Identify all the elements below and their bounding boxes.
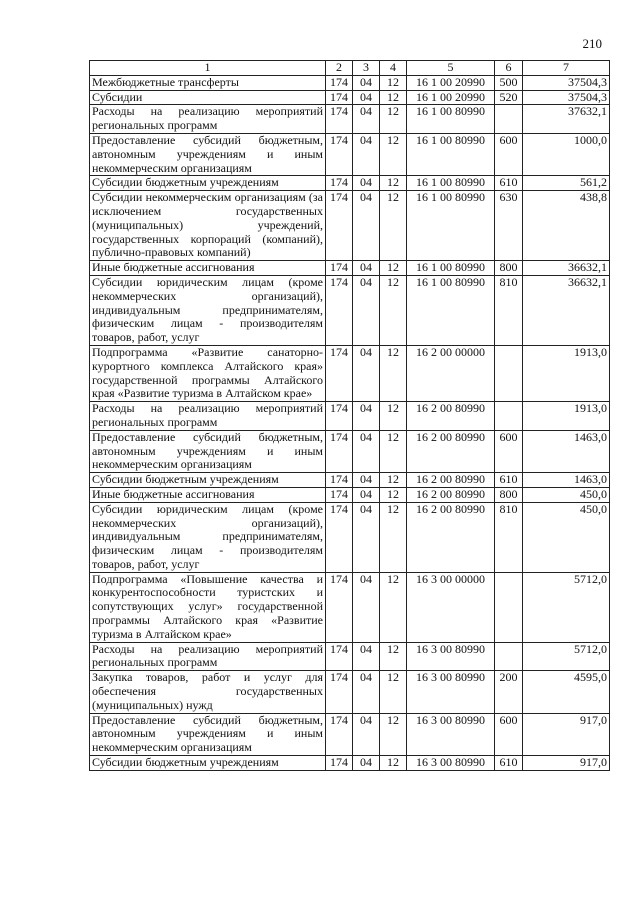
cell-ministry-code: 174 (326, 275, 353, 345)
cell-ministry-code: 174 (326, 713, 353, 755)
cell-subsection: 12 (380, 275, 407, 345)
cell-target-item: 16 2 00 80990 (407, 402, 495, 431)
cell-subsection: 12 (380, 572, 407, 642)
cell-name: Предоставление субсидий бюджетным, автономным учреждениям и иным некоммерческим организациям (90, 430, 326, 472)
cell-amount: 5712,0 (523, 642, 610, 671)
cell-expense-type: 600 (495, 430, 523, 472)
cell-name: Иные бюджетные ассигнования (90, 487, 326, 502)
cell-subsection: 12 (380, 176, 407, 191)
cell-ministry-code: 174 (326, 133, 353, 175)
cell-amount: 561,2 (523, 176, 610, 191)
table-row (90, 176, 610, 191)
header-cell-ministry: 2 (326, 61, 353, 76)
cell-section: 04 (353, 572, 380, 642)
header-cell-subsection: 4 (380, 61, 407, 76)
table-row (90, 133, 610, 175)
cell-subsection: 12 (380, 756, 407, 771)
cell-ministry-code: 174 (326, 90, 353, 105)
cell-expense-type: 500 (495, 75, 523, 90)
cell-name: Расходы на реализацию мероприятий региональных программ (90, 105, 326, 134)
cell-amount: 450,0 (523, 502, 610, 572)
table-row (90, 713, 610, 755)
cell-target-item: 16 2 00 00000 (407, 345, 495, 401)
cell-ministry-code: 174 (326, 572, 353, 642)
table-row (90, 473, 610, 488)
cell-subsection: 12 (380, 487, 407, 502)
cell-subsection: 12 (380, 502, 407, 572)
cell-subsection: 12 (380, 473, 407, 488)
cell-name: Субсидии бюджетным учреждениям (90, 756, 326, 771)
cell-amount: 36632,1 (523, 261, 610, 276)
cell-subsection: 12 (380, 430, 407, 472)
cell-amount: 36632,1 (523, 275, 610, 345)
table-row (90, 261, 610, 276)
cell-name: Субсидии юридическим лицам (кроме некоммерческих организаций), индивидуальным предпринимателям, физическим лицам - производителям товаров, работ, услуг (90, 502, 326, 572)
cell-section: 04 (353, 261, 380, 276)
header-cell-expense-type: 6 (495, 61, 523, 76)
cell-target-item: 16 1 00 20990 (407, 75, 495, 90)
table-row (90, 90, 610, 105)
table-row (90, 191, 610, 261)
cell-target-item: 16 3 00 80990 (407, 713, 495, 755)
cell-section: 04 (353, 275, 380, 345)
cell-amount: 5712,0 (523, 572, 610, 642)
cell-subsection: 12 (380, 402, 407, 431)
page-number: 210 (582, 36, 602, 51)
cell-section: 04 (353, 133, 380, 175)
table-row (90, 502, 610, 572)
cell-section: 04 (353, 642, 380, 671)
cell-expense-type (495, 105, 523, 134)
cell-subsection: 12 (380, 133, 407, 175)
cell-subsection: 12 (380, 345, 407, 401)
cell-section: 04 (353, 502, 380, 572)
cell-ministry-code: 174 (326, 430, 353, 472)
cell-expense-type: 200 (495, 671, 523, 713)
header-cell-section: 3 (353, 61, 380, 76)
table-row (90, 75, 610, 90)
table-row (90, 345, 610, 401)
cell-expense-type: 610 (495, 473, 523, 488)
table-row (90, 275, 610, 345)
cell-amount: 37632,1 (523, 105, 610, 134)
cell-section: 04 (353, 473, 380, 488)
cell-expense-type: 630 (495, 191, 523, 261)
cell-subsection: 12 (380, 90, 407, 105)
budget-table (89, 60, 610, 771)
table-header-row (90, 61, 610, 76)
cell-amount: 917,0 (523, 756, 610, 771)
cell-amount: 1463,0 (523, 473, 610, 488)
cell-expense-type (495, 345, 523, 401)
cell-amount: 917,0 (523, 713, 610, 755)
cell-target-item: 16 1 00 80990 (407, 105, 495, 134)
cell-name: Предоставление субсидий бюджетным, автономным учреждениям и иным некоммерческим организациям (90, 713, 326, 755)
cell-amount: 37504,3 (523, 90, 610, 105)
cell-subsection: 12 (380, 642, 407, 671)
cell-section: 04 (353, 402, 380, 431)
cell-section: 04 (353, 756, 380, 771)
cell-ministry-code: 174 (326, 402, 353, 431)
cell-name: Расходы на реализацию мероприятий региональных программ (90, 642, 326, 671)
cell-expense-type: 610 (495, 756, 523, 771)
cell-name: Расходы на реализацию мероприятий региональных программ (90, 402, 326, 431)
cell-ministry-code: 174 (326, 671, 353, 713)
cell-target-item: 16 1 00 80990 (407, 133, 495, 175)
cell-section: 04 (353, 90, 380, 105)
cell-name: Субсидии (90, 90, 326, 105)
cell-name: Межбюджетные трансферты (90, 75, 326, 90)
cell-name: Субсидии бюджетным учреждениям (90, 473, 326, 488)
cell-amount: 438,8 (523, 191, 610, 261)
cell-expense-type (495, 402, 523, 431)
cell-name: Подпрограмма «Повышение качества и конкурентоспособности туристских и сопутствующих услуг» государственной программы Алтайского края «Развитие туризма в Алтайском крае» (90, 572, 326, 642)
cell-ministry-code: 174 (326, 502, 353, 572)
cell-name: Подпрограмма «Развитие санаторно-курортного комплекса Алтайского края» государственной программы Алтайского края «Развитие туризма в Алтайском крае» (90, 345, 326, 401)
cell-amount: 1000,0 (523, 133, 610, 175)
table-row (90, 756, 610, 771)
cell-ministry-code: 174 (326, 642, 353, 671)
cell-name: Субсидии некоммерческим организациям (за исключением государственных (муниципальных) учреждений, государственных корпораций (компаний), публично-правовых компаний) (90, 191, 326, 261)
cell-ministry-code: 174 (326, 756, 353, 771)
cell-amount: 450,0 (523, 487, 610, 502)
cell-section: 04 (353, 176, 380, 191)
cell-ministry-code: 174 (326, 345, 353, 401)
cell-amount: 1913,0 (523, 402, 610, 431)
cell-expense-type: 600 (495, 713, 523, 755)
cell-target-item: 16 1 00 80990 (407, 261, 495, 276)
cell-subsection: 12 (380, 75, 407, 90)
cell-subsection: 12 (380, 671, 407, 713)
cell-target-item: 16 1 00 80990 (407, 176, 495, 191)
table-row (90, 572, 610, 642)
cell-amount: 1463,0 (523, 430, 610, 472)
cell-section: 04 (353, 487, 380, 502)
table-row (90, 671, 610, 713)
header-cell-target-item: 5 (407, 61, 495, 76)
cell-section: 04 (353, 430, 380, 472)
cell-target-item: 16 2 00 80990 (407, 487, 495, 502)
cell-target-item: 16 3 00 00000 (407, 572, 495, 642)
cell-subsection: 12 (380, 713, 407, 755)
cell-target-item: 16 1 00 80990 (407, 275, 495, 345)
cell-section: 04 (353, 105, 380, 134)
cell-target-item: 16 3 00 80990 (407, 756, 495, 771)
cell-name: Иные бюджетные ассигнования (90, 261, 326, 276)
cell-ministry-code: 174 (326, 75, 353, 90)
cell-section: 04 (353, 75, 380, 90)
cell-ministry-code: 174 (326, 473, 353, 488)
cell-expense-type (495, 642, 523, 671)
cell-ministry-code: 174 (326, 191, 353, 261)
cell-ministry-code: 174 (326, 261, 353, 276)
table-row (90, 430, 610, 472)
cell-expense-type: 600 (495, 133, 523, 175)
cell-amount: 1913,0 (523, 345, 610, 401)
cell-section: 04 (353, 671, 380, 713)
table-row (90, 642, 610, 671)
cell-expense-type: 800 (495, 487, 523, 502)
table-row (90, 402, 610, 431)
cell-expense-type (495, 572, 523, 642)
cell-target-item: 16 2 00 80990 (407, 430, 495, 472)
cell-expense-type: 520 (495, 90, 523, 105)
cell-target-item: 16 2 00 80990 (407, 473, 495, 488)
cell-amount: 37504,3 (523, 75, 610, 90)
cell-ministry-code: 174 (326, 487, 353, 502)
cell-ministry-code: 174 (326, 176, 353, 191)
table-row (90, 105, 610, 134)
cell-expense-type: 610 (495, 176, 523, 191)
cell-expense-type: 810 (495, 502, 523, 572)
cell-expense-type: 800 (495, 261, 523, 276)
cell-name: Субсидии бюджетным учреждениям (90, 176, 326, 191)
cell-subsection: 12 (380, 261, 407, 276)
cell-target-item: 16 3 00 80990 (407, 671, 495, 713)
cell-target-item: 16 1 00 20990 (407, 90, 495, 105)
table-row (90, 487, 610, 502)
cell-target-item: 16 3 00 80990 (407, 642, 495, 671)
cell-amount: 4595,0 (523, 671, 610, 713)
cell-ministry-code: 174 (326, 105, 353, 134)
cell-name: Предоставление субсидий бюджетным, автономным учреждениям и иным некоммерческим организациям (90, 133, 326, 175)
header-cell-name: 1 (90, 61, 326, 76)
cell-expense-type: 810 (495, 275, 523, 345)
cell-name: Закупка товаров, работ и услуг для обеспечения государственных (муниципальных) нужд (90, 671, 326, 713)
cell-subsection: 12 (380, 191, 407, 261)
cell-section: 04 (353, 191, 380, 261)
cell-section: 04 (353, 713, 380, 755)
cell-target-item: 16 1 00 80990 (407, 191, 495, 261)
cell-target-item: 16 2 00 80990 (407, 502, 495, 572)
header-cell-amount: 7 (523, 61, 610, 76)
cell-section: 04 (353, 345, 380, 401)
cell-name: Субсидии юридическим лицам (кроме некоммерческих организаций), индивидуальным предпринимателям, физическим лицам - производителям товаров, работ, услуг (90, 275, 326, 345)
cell-subsection: 12 (380, 105, 407, 134)
